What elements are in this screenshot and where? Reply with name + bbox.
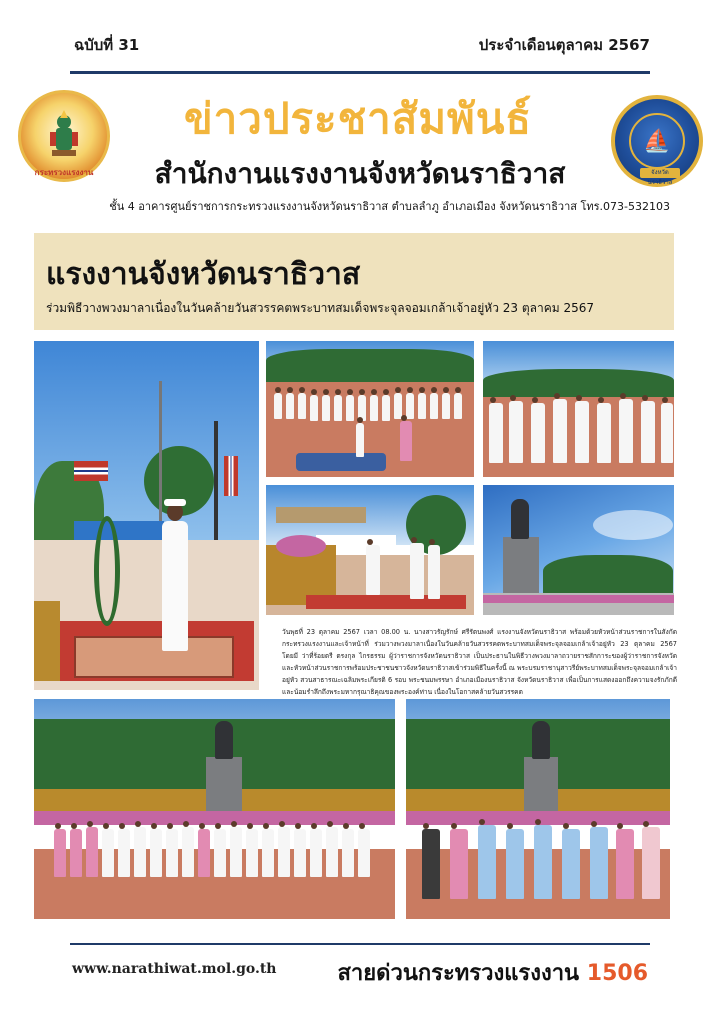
bottom-divider	[70, 943, 650, 945]
website-url[interactable]: www.narathiwat.mol.go.th	[72, 961, 277, 977]
issue-number: ฉบับที่ 31	[74, 36, 140, 54]
photo-officials-salute	[483, 341, 674, 477]
office-address: ชั้น 4 อาคารศูนย์ราชการกระทรวงแรงงานจังหวัดนราธิวาส ตำบลลำภู อำเภอเมือง จังหวัดนราธิวาส โทร.073-532103	[109, 200, 670, 213]
issue-month: ประจำเดือนตุลาคม 2567	[478, 36, 650, 54]
hotline-number[interactable]: 1506	[586, 961, 648, 986]
hotline	[338, 955, 649, 990]
photo-assembly-formation	[266, 341, 474, 477]
ministry-logo-text: กระทรวงแรงงาน	[34, 168, 94, 177]
photo-group-formation-left	[34, 699, 395, 919]
top-divider	[70, 71, 650, 74]
photo-king-statue	[483, 485, 674, 615]
province-seal-text: จังหวัดนราธิวาส	[640, 168, 680, 178]
deity-emblem-icon	[34, 106, 94, 166]
photo-wreath-salute	[34, 341, 259, 690]
banner-headline: แรงงานจังหวัดนราธิวาส	[46, 257, 361, 292]
event-caption: วันพุธที่ 23 ตุลาคม 2567 เวลา 08.00 น. นางสาวรัญรักษ์ ศรีรัตนพงศ์ แรงงานจังหวัดนราธิวาส พร้อมด้วยหัวหน้าส่วนราชการในสังกัดกระทรวงแรงงานและเจ้าหน้าที่ ร่วมวางพวงมาลาเนื่องในวันคล้ายวันสวรรคตพระบาทสมเด็จพระจุลจอมเกล้าเจ้าอยู่หัว 23 ตุลาคม 2567 โดยมี ว่าที่ร้อยตรี ตรงกุล ไกรธรรม ผู้ว่าราชการจังหวัดนราธิวาส เป็นประธานในพิธีวางพวงมาลาถวายราชสักการะของผู้ว่าราชการจังหวัดและหัวหน้าส่วนราชการพร้อมประชาชนชาวจังหวัดนราธิวาสเข้าร่วมพิธีในครั้งนี้ ณ พระบรมราชานุสาวรีย์พระบาทสมเด็จพระจุลจอมเกล้าเจ้าอยู่หัว สวนสาธารณะเฉลิมพระเกียรติ 6 รอบ พระชนมพรรษา อำเภอเมืองนราธิวาส จังหวัดนราธิวาส เพื่อเป็นการแสดงออกถึงความจงรักภักดีและน้อมรำลึกถึงพระมหากรุณาธิคุณของพระองค์ท่าน เนื่องในโอกาสคล้ายวันสวรรคต	[282, 628, 677, 696]
headline-banner	[34, 233, 674, 330]
photo-wreath-laying	[266, 485, 474, 615]
hotline-label: สายด่วนกระทรวงแรงงาน	[337, 961, 580, 986]
photo-group-formation-right	[406, 699, 670, 919]
banner-subheadline: ร่วมพิธีวางพวงมาลาเนื่องในวันคล้ายวันสวรรคตพระบาทสมเด็จพระจุลจอมเกล้าเจ้าอยู่หัว 23 ตุลาคม 2567	[46, 301, 595, 315]
seal-ship-icon: ⛵	[629, 113, 685, 169]
newsletter-title: ข่าวประชาสัมพันธ์	[183, 94, 533, 143]
office-name: สำนักงานแรงงานจังหวัดนราธิวาส	[154, 157, 566, 190]
